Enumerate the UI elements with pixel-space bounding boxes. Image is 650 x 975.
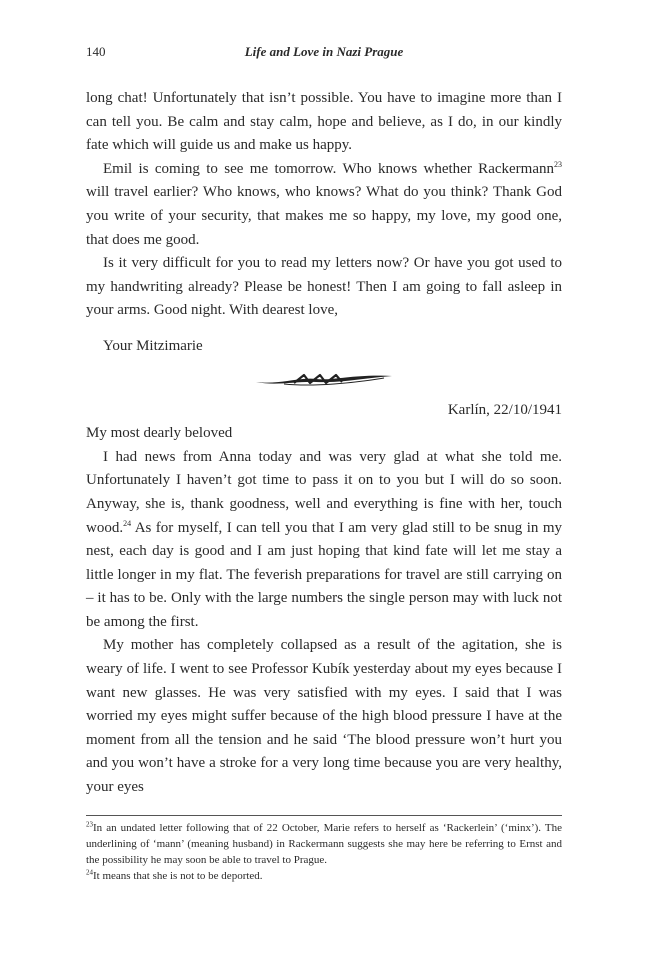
footnote-number: 24 (86, 868, 93, 877)
page-number: 140 (86, 44, 106, 59)
footnote-text: In an undated letter following that of 22 October, Marie refers to herself as ‘Rackerlein’ (‘minx’). The underlining of ‘mann’ (meaning husband) in Rackermann suggests she may here be referring to Ernst and the possibility he may soon be able to travel to Prague. (86, 822, 562, 866)
running-title: Life and Love in Nazi Prague (244, 44, 404, 59)
paragraph-text: As for myself, I can tell you that I am very glad still to be snug in my nest, each day is good and I am just hoping that kind fate will let me stay a little longer in my flat. The feverish preparations for travel are still carrying on – it has to be. Only with the large numbers the single person may with luck not be among the first. (86, 519, 562, 630)
letter-signature: Your Mitzimarie (103, 337, 203, 354)
paragraph (86, 252, 562, 323)
footnote-number: 23 (86, 820, 93, 829)
footnote (86, 820, 562, 868)
letter-place-date: Karlín, 22/10/1941 (447, 401, 562, 418)
body-text (86, 87, 562, 800)
book-page (86, 0, 562, 975)
paragraph (86, 446, 562, 635)
footnote (86, 868, 562, 884)
footnote-divider (86, 815, 562, 816)
paragraph-text: Is it very difficult for you to read my letters now? Or have you got used to my handwriting already? Please be honest! Then I am going to fall asleep in your arms. Good night. With dearest love, (86, 255, 562, 319)
paragraph-text: Emil is coming to see me tomorrow. Who knows whether Rackermann (103, 160, 554, 177)
decorative-flourish-icon (254, 369, 394, 389)
paragraph (86, 87, 562, 158)
page-header (86, 44, 562, 64)
footnote-text: It means that she is not to be deported. (93, 870, 263, 882)
paragraph-text: long chat! Unfortunately that isn’t possible. You have to imagine more than I can tell you. Be calm and stay calm, hope and believe, as I do, in our kindly fate which will guide us and make us happy. (86, 90, 562, 154)
paragraph (86, 158, 562, 252)
footnotes (86, 820, 562, 884)
paragraph-text: I had news from Anna today and was very glad at what she told me. Unfortunately I haven’t got time to pass it on to you but I will do so soon. Anyway, she is, thank goodness, well and everything is fine with her, touch wood. (86, 448, 562, 536)
paragraph (86, 634, 562, 799)
paragraph-text: My mother has completely collapsed as a result of the agitation, she is weary of life. I went to see Professor Kubík yesterday about my eyes because I want new glasses. He was very satisfied with my eyes. I said that I was worried my eyes might suffer because of the high blood pressure I have at the moment from all the tension and he said ‘The blood pressure won’t hurt you and you won’t have a stroke for a very long time because you are very healthy, your eyes (86, 637, 562, 796)
letter-salutation: My most dearly beloved (86, 425, 233, 442)
footnote-ref: 23 (554, 159, 562, 169)
paragraph-text: will travel earlier? Who knows, who knows? What do you think? Thank God you write of your security, that makes me so happy, my love, my good one, that does me good. (86, 184, 562, 248)
footnote-ref: 24 (123, 518, 132, 528)
